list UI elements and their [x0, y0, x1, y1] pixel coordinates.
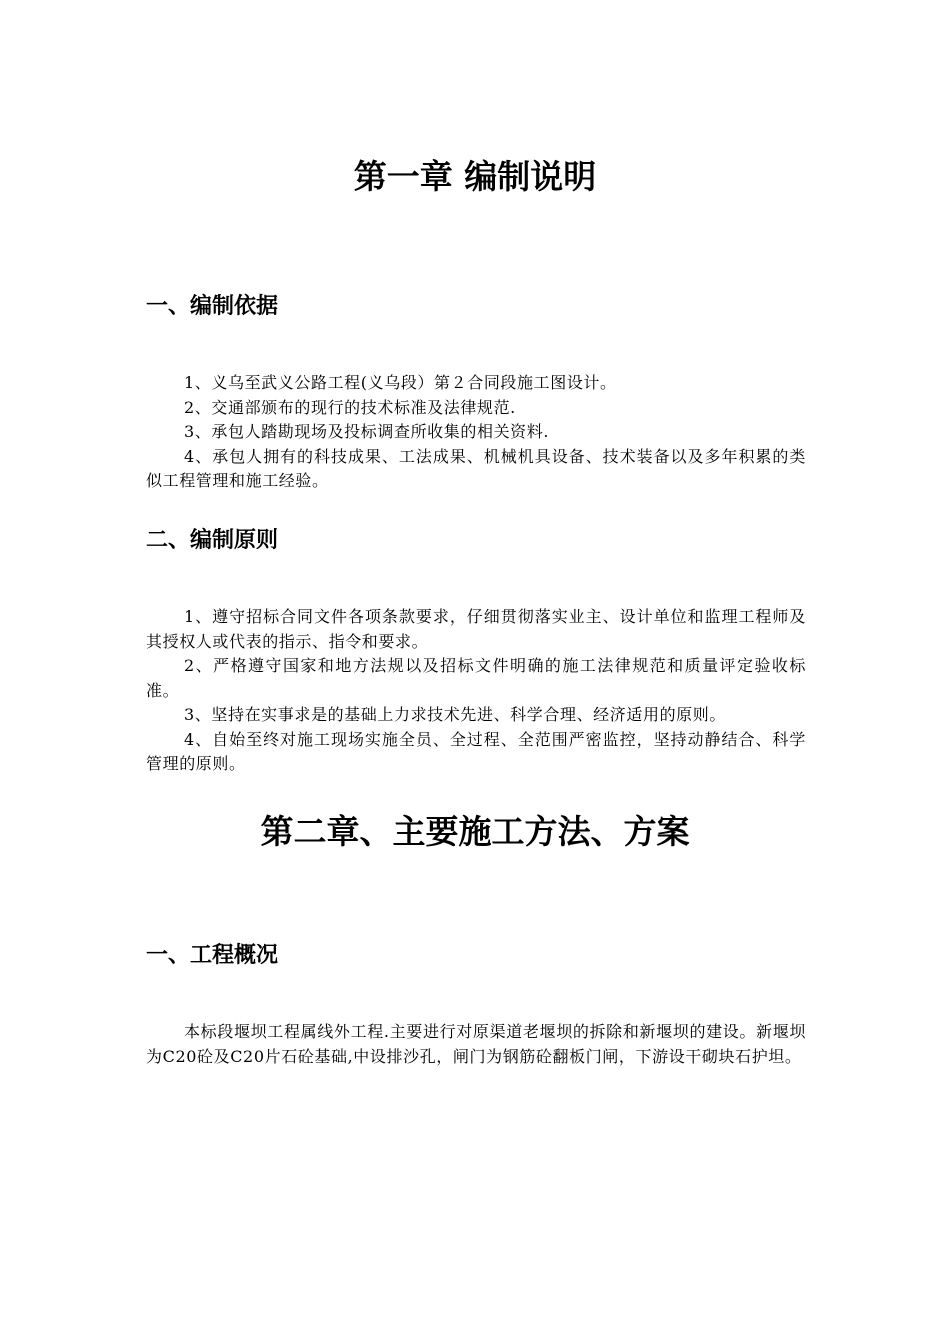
chapter-1-title: 第一章 编制说明	[353, 157, 597, 196]
section-heading-overview: 一、工程概况	[146, 943, 279, 968]
list-item: 1、义乌至武义公路工程(义乌段）第２合同段施工图设计。	[184, 373, 617, 392]
principles-list	[146, 605, 806, 777]
paragraph: 本标段堰坝工程属线外工程.主要进行对原渠道老堰坝的拆除和新堰坝的建设。新堰坝为C20砼及C20片石砼基础,中设排沙孔，闸门为钢筋砼翻板门闸，下游设干砌块石护坦。	[146, 1022, 806, 1066]
list-item: 3、坚持在实事求是的基础上力求技术先进、科学合理、经济适用的原则。	[184, 705, 726, 724]
list-item: 4、自始至终对施工现场实施全员、全过程、全范围严密监控，坚持动静结合、科学管理的原则。	[146, 729, 806, 773]
basis-list	[146, 371, 806, 494]
list-item: 4、承包人拥有的科技成果、工法成果、机械机具设备、技术装备以及多年积累的类似工程管理和施工经验。	[146, 446, 806, 490]
list-item: 2、严格遵守国家和地方法规以及招标文件明确的施工法律规范和质量评定验收标准。	[146, 656, 806, 700]
overview-text	[146, 1020, 806, 1069]
chapter-2-title: 第二章、主要施工方法、方案	[260, 812, 690, 851]
section-heading-principles: 二、编制原则	[146, 528, 279, 553]
list-item: 2、交通部颁布的现行的技术标准及法律规范.	[184, 397, 516, 417]
list-item: 3、承包人踏勘现场及投标调查所收集的相关资料.	[184, 422, 550, 441]
section-heading-basis: 一、编制依据	[146, 294, 279, 319]
list-item: 1、遵守招标合同文件各项条款要求，仔细贯彻落实业主、设计单位和监理工程师及其授权人或代表的指示、指令和要求。	[146, 607, 806, 651]
